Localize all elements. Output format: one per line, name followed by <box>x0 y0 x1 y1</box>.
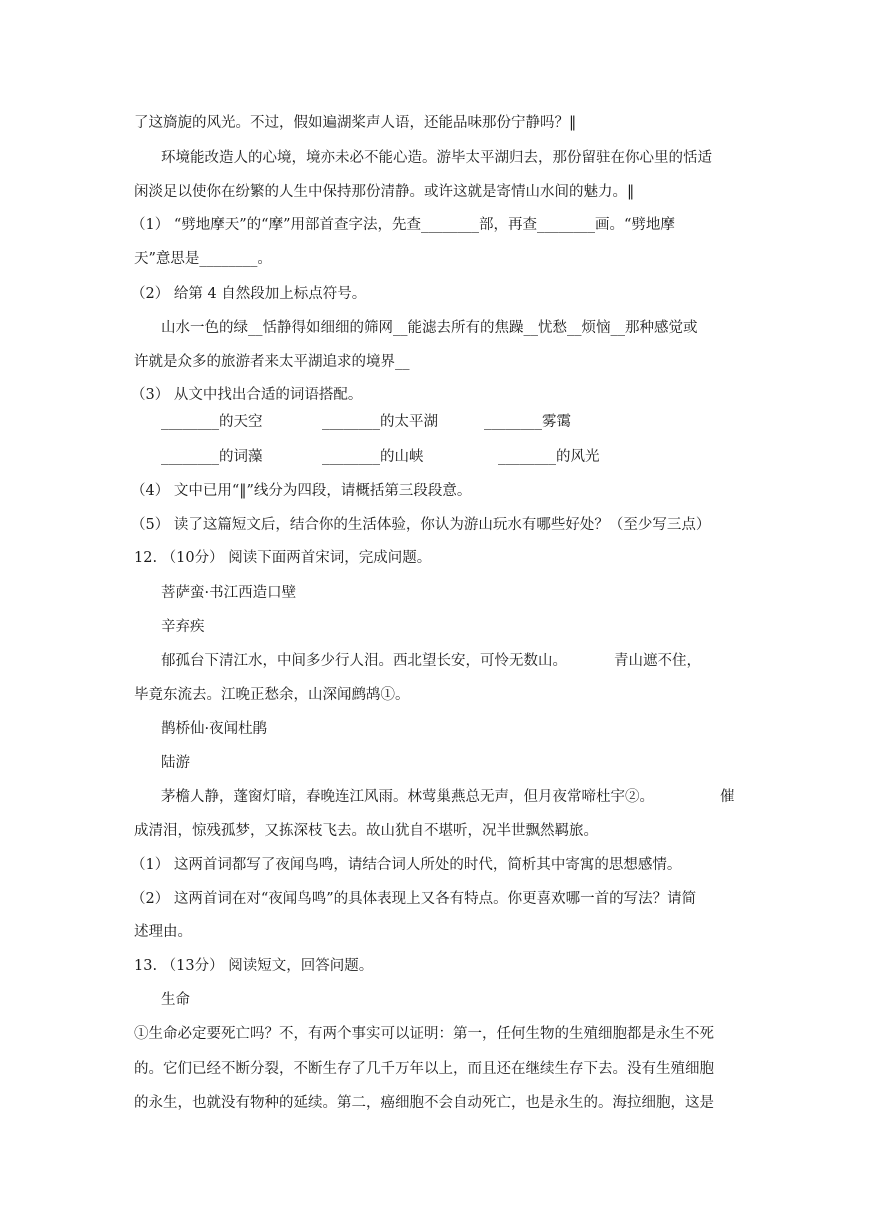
poem-line: 催 <box>720 789 735 805</box>
punctuation-exercise-line: 许就是众多的旅游者来太平湖追求的境界__ <box>134 354 410 370</box>
question-11-2: （2） 给第 4 自然段加上标点符号。 <box>131 286 367 302</box>
poem-line: 青山遮不住， <box>614 653 701 669</box>
question-11-5: （5） 读了这篇短文后，结合你的生活体验，你认为游山玩水有哪些好处？（至少写三点） <box>131 517 711 533</box>
poem-author: 辛弃疾 <box>161 619 205 635</box>
passage-line: 环境能改造人的心境，境亦未必不能心造。游毕太平湖归去，那份留驻在你心里的恬适 <box>161 150 712 166</box>
word-match-blank: ________的太平湖 <box>322 414 438 430</box>
passage-line: ①生命必定要死亡吗？不，有两个事实可以证明：第一，任何生物的生殖细胞都是永生不死 <box>134 1026 714 1042</box>
poem-line: 毕竟东流去。江晚正愁余，山深闻鹧鸪①。 <box>134 687 410 703</box>
passage-title: 生命 <box>161 992 190 1008</box>
poem-author: 陆游 <box>161 755 190 771</box>
punctuation-exercise-line: 山水一色的绿__恬静得如细细的筛网__能滤去所有的焦躁__忧愁__烦恼__那种感觉或 <box>161 320 698 336</box>
poem-line: 郁孤台下清江水，中间多少行人泪。西北望长安，可怜无数山。 <box>161 653 567 669</box>
question-13-header: 13. （13分） 阅读短文，回答问题。 <box>134 958 374 974</box>
question-12-header: 12. （10分） 阅读下面两首宋词，完成问题。 <box>134 550 432 566</box>
question-12-1: （1） 这两首词都写了夜闻鸟鸣，请结合词人所处的时代，简析其中寄寓的思想感情。 <box>131 857 682 873</box>
word-match-blank: ________的山峡 <box>322 449 424 465</box>
word-match-blank: ________的风光 <box>498 449 600 465</box>
poem-title: 鹊桥仙·夜闻杜鹃 <box>161 721 268 737</box>
question-11-1-cont: 天”意思是________。 <box>134 251 272 267</box>
question-12-2-cont: 述理由。 <box>134 924 192 940</box>
passage-line: 闲淡足以使你在纷繁的人生中保持那份清静。或许这就是寄情山水间的魅力。‖ <box>134 184 635 200</box>
passage-line: 的永生，也就没有物种的延续。第二，癌细胞不会自动死亡，也是永生的。海拉细胞，这是 <box>134 1095 714 1111</box>
word-match-blank: ________雾霭 <box>484 414 571 430</box>
question-11-3: （3） 从文中找出合适的词语搭配。 <box>131 387 363 403</box>
word-match-blank: ________的词藻 <box>161 449 263 465</box>
passage-line: 的。它们已经不断分裂，不断生存了几千万年以上，而且还在继续生存下去。没有生殖细胞 <box>134 1061 714 1077</box>
question-11-1: （1） “劈地摩天”的“摩”用部首查字法，先查________部，再查________画。“劈地摩 <box>131 217 675 233</box>
question-11-4: （4） 文中已用“‖”线分为四段，请概括第三段段意。 <box>131 483 472 499</box>
poem-line: 成清泪，惊残孤梦，又拣深枝飞去。故山犹自不堪听，况半世飘然羁旅。 <box>134 823 598 839</box>
word-match-blank: ________的天空 <box>161 414 263 430</box>
question-12-2: （2） 这两首词在对“夜闻鸟鸣”的具体表现上又各有特点。你更喜欢哪一首的写法？请简 <box>131 891 697 907</box>
poem-line: 茅檐人静，蓬窗灯暗，春晚连江风雨。林莺巢燕总无声，但月夜常啼杜宇②。 <box>161 789 654 805</box>
poem-title: 菩萨蛮·书江西造口壁 <box>161 585 297 601</box>
passage-line: 了这旖旎的风光。不过，假如遍湖桨声人语，还能品味那份宁静吗？‖ <box>134 115 577 131</box>
